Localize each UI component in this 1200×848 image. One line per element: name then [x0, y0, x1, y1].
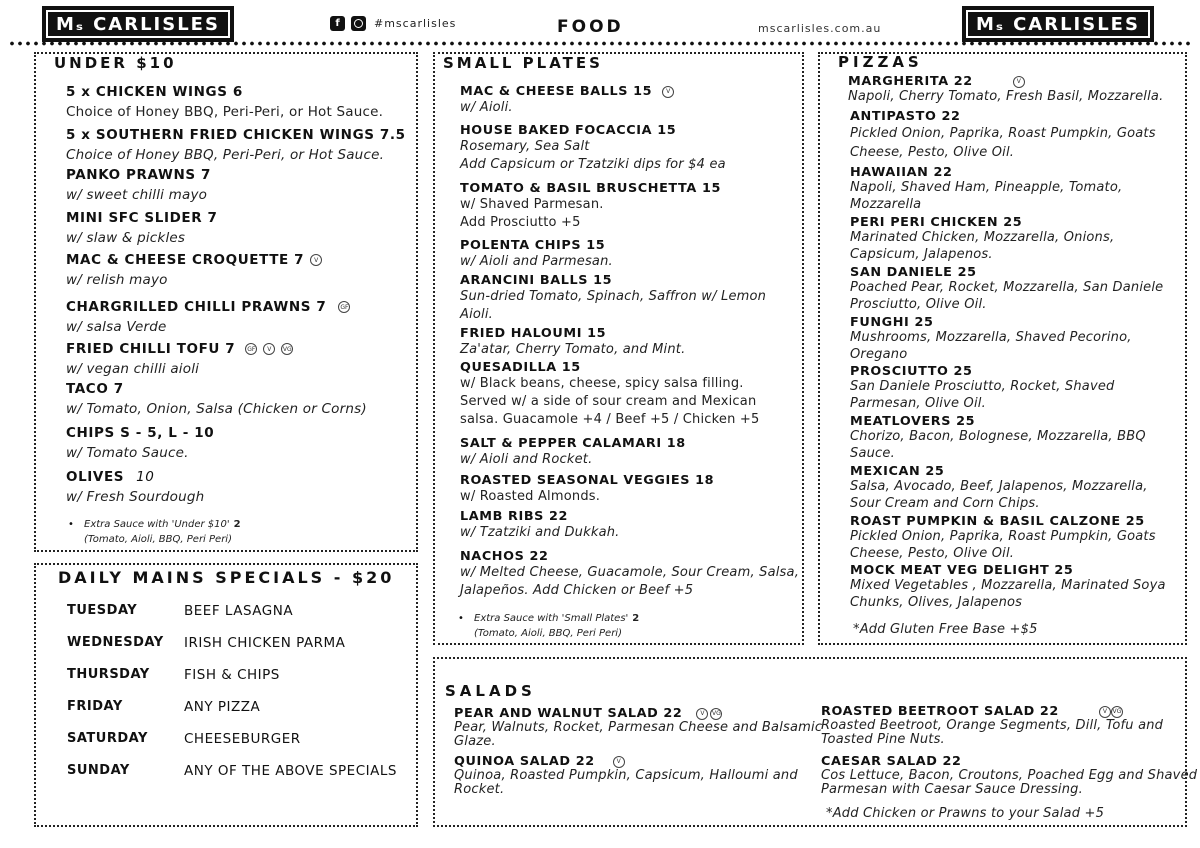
item-desc: Rosemary, Sea Salt: [460, 139, 590, 154]
item-name: PROSCIUTTO 25: [850, 364, 973, 379]
pizzas-section: [818, 52, 1187, 645]
extra-sauce-note: [84, 519, 241, 545]
menu-item: [66, 252, 322, 289]
item-desc: Sour Cream and Corn Chips.: [850, 495, 1040, 511]
item-desc: Parmesan, Olive Oil.: [850, 395, 986, 411]
item-name-text: CHARGRILLED CHILLI PRAWNS 7: [66, 299, 327, 315]
item-desc: Sun-dried Tomato, Spinach, Saffron w/ Lemon: [460, 289, 767, 304]
item-desc: Cos Lettuce, Bacon, Croutons, Poached Egg and Shaved: [821, 768, 1198, 783]
logo-text: Mₛ CARLISLES: [966, 10, 1150, 38]
item-desc: Marinated Chicken, Mozzarella, Onions,: [850, 230, 1115, 245]
item-desc: w/ Tomato, Onion, Salsa (Chicken or Corns): [66, 401, 367, 417]
item-desc: Poached Pear, Rocket, Mozzarella, San Daniele: [850, 280, 1164, 295]
menu-item: [66, 84, 383, 121]
bullet-icon: •: [68, 519, 74, 530]
item-name: [821, 704, 1163, 719]
item-desc: Add Prosciutto +5: [460, 215, 581, 230]
item-desc: Oregano: [850, 346, 908, 362]
logo-text: Mₛ CARLISLES: [46, 10, 230, 38]
menu-item: [66, 381, 367, 418]
extra-sauce-note: [474, 613, 639, 639]
day-dish: ANY PIZZA: [184, 699, 261, 715]
item-name: MINI SFC SLIDER 7: [66, 210, 218, 226]
item-desc: Choice of Honey BBQ, Peri-Peri, or Hot Sauce.: [66, 104, 384, 120]
vegetarian-badge-icon: V: [1013, 76, 1025, 88]
item-desc: w/ Aioli.: [460, 100, 513, 115]
item-desc: Mozzarella: [850, 196, 922, 212]
item-desc: Pickled Onion, Paprika, Roast Pumpkin, Goats: [850, 529, 1156, 544]
item-desc: w/ Shaved Parmesan.: [460, 197, 604, 212]
item-desc: w/ slaw & pickles: [66, 230, 186, 246]
note-sub: (Tomato, Aioli, BBQ, Peri Peri): [474, 628, 622, 639]
item-desc: w/ Aioli and Rocket.: [460, 452, 593, 467]
item-desc: Chunks, Olives, Jalapenos: [850, 594, 1023, 610]
item-name: 5 x SOUTHERN FRIED CHICKEN WINGS 7.5: [66, 127, 406, 143]
menu-item: [66, 127, 406, 164]
day-name: TUESDAY: [67, 603, 138, 618]
salad-addon-note: *Add Chicken or Prawns to your Salad +5: [826, 806, 1105, 821]
item-name: ANTIPASTO 22: [850, 109, 961, 124]
social-links: [330, 16, 456, 31]
item-name-text: OLIVES: [66, 469, 125, 485]
menu-item: [460, 549, 799, 600]
item-name: [848, 74, 1163, 89]
item-desc: Rocket.: [454, 782, 505, 797]
menu-item: [460, 238, 613, 271]
item-name: SAN DANIELE 25: [850, 265, 977, 280]
bullet-icon: •: [458, 613, 464, 624]
note-price: 2: [233, 519, 241, 530]
website-url: mscarlisles.com.au: [758, 22, 882, 35]
section-title: DAILY MAINS SPECIALS - $20: [58, 568, 395, 587]
item-name: PANKO PRAWNS 7: [66, 167, 211, 183]
salads-section: [433, 657, 1198, 827]
menu-item: [460, 123, 726, 174]
menu-item: [460, 509, 620, 542]
item-desc: w/ Tomato Sauce.: [66, 445, 189, 461]
item-name: CHIPS S - 5, L - 10: [66, 425, 215, 441]
item-name: ARANCINI BALLS 15: [460, 273, 613, 288]
menu-item: [850, 109, 1156, 161]
menu-item: [454, 754, 798, 797]
item-desc: Quinoa, Roasted Pumpkin, Capsicum, Halloumi and: [454, 768, 798, 783]
gluten-free-badge-icon: GF: [245, 343, 257, 355]
day-name: WEDNESDAY: [67, 635, 164, 650]
item-desc: Sauce.: [850, 445, 895, 461]
menu-item: [66, 210, 218, 247]
item-name: QUESADILLA 15: [460, 360, 581, 375]
day-name: SATURDAY: [67, 731, 148, 746]
day-dish: CHEESEBURGER: [184, 731, 301, 747]
item-desc: Napoli, Shaved Ham, Pineapple, Tomato,: [850, 180, 1123, 195]
item-name: TACO 7: [66, 381, 124, 397]
vegan-badge-icon: VG: [281, 343, 293, 355]
vegan-badge-icon: VG: [1111, 706, 1123, 718]
menu-item: [66, 299, 350, 336]
item-name: [454, 706, 822, 721]
menu-item: [848, 74, 1163, 106]
item-name: [66, 252, 322, 268]
item-name: FRIED HALOUMI 15: [460, 326, 607, 341]
menu-item: [460, 326, 685, 359]
small-plates-section: [433, 52, 804, 645]
day-dish: ANY OF THE ABOVE SPECIALS: [184, 763, 397, 779]
item-desc: Parmesan with Caesar Sauce Dressing.: [821, 782, 1083, 797]
item-name-text: QUINOA SALAD 22: [454, 754, 595, 769]
day-name: SUNDAY: [67, 763, 130, 778]
item-desc: w/ relish mayo: [66, 272, 168, 288]
menu-item: [454, 706, 822, 749]
day-name: FRIDAY: [67, 699, 123, 714]
social-handle: #mscarlisles: [374, 17, 457, 30]
gluten-free-badge-icon: GF: [338, 301, 350, 313]
item-name-text: FRIED CHILLI TOFU 7: [66, 341, 236, 357]
menu-item: [850, 464, 1148, 512]
item-desc: Roasted Beetroot, Orange Segments, Dill, Tofu and: [821, 718, 1164, 733]
item-name: MEXICAN 25: [850, 464, 945, 479]
item-name: [460, 84, 674, 99]
vegetarian-badge-icon: V: [696, 708, 708, 720]
item-desc: Toasted Pine Nuts.: [821, 732, 945, 747]
item-name-text: MAC & CHEESE BALLS 15: [460, 84, 653, 99]
note-text: Extra Sauce with 'Small Plates': [474, 613, 629, 624]
item-name-text: MARGHERITA 22: [848, 74, 973, 89]
item-desc: w/ Fresh Sourdough: [66, 489, 205, 505]
menu-item: [460, 473, 714, 506]
day-dish: FISH & CHIPS: [184, 667, 280, 683]
item-desc: w/ Aioli and Parmesan.: [460, 254, 613, 269]
item-name: ROASTED SEASONAL VEGGIES 18: [460, 473, 715, 488]
item-name-text: PEAR AND WALNUT SALAD 22: [454, 706, 683, 721]
menu-item: [850, 315, 1132, 363]
section-title: UNDER $10: [54, 54, 177, 72]
menu-item: [850, 563, 1166, 611]
item-desc: Add Capsicum or Tzatziki dips for $4 ea: [460, 157, 726, 172]
item-name-text: ROASTED BEETROOT SALAD 22: [821, 704, 1059, 719]
item-desc: Cheese, Pesto, Olive Oil.: [850, 545, 1015, 561]
item-desc: Za'atar, Cherry Tomato, and Mint.: [460, 342, 686, 357]
item-name: NACHOS 22: [460, 549, 549, 564]
item-desc: Aioli.: [460, 307, 494, 322]
item-name-text: MAC & CHEESE CROQUETTE 7: [66, 252, 305, 268]
item-desc: w/ salsa Verde: [66, 319, 167, 335]
menu-item: [66, 469, 204, 506]
logo-left: [42, 6, 234, 42]
item-name: LAMB RIBS 22: [460, 509, 569, 524]
item-desc: San Daniele Prosciutto, Rocket, Shaved: [850, 379, 1115, 394]
item-desc: w/ Tzatziki and Dukkah.: [460, 525, 620, 540]
section-title: SALADS: [445, 682, 536, 700]
item-desc: Prosciutto, Olive Oil.: [850, 296, 987, 312]
logo-right: [962, 6, 1154, 42]
item-name: [66, 341, 293, 357]
item-name: [66, 299, 350, 315]
item-desc: salsa. Guacamole +4 / Beef +5 / Chicken +5: [460, 412, 760, 427]
item-desc: w/ Black beans, cheese, spicy salsa filling.: [460, 376, 744, 391]
note-price: 2: [632, 613, 640, 624]
menu-item: [850, 364, 1115, 412]
item-desc: Pickled Onion, Paprika, Roast Pumpkin, Goats: [850, 126, 1156, 141]
item-desc: Mixed Vegetables , Mozzarella, Marinated Soya: [850, 578, 1166, 593]
section-title: PIZZAS: [838, 53, 923, 71]
item-name: CAESAR SALAD 22: [821, 754, 962, 769]
under-10-section: [34, 52, 418, 552]
item-desc: w/ Melted Cheese, Guacamole, Sour Cream, Salsa,: [460, 565, 800, 580]
item-name: TOMATO & BASIL BRUSCHETTA 15: [460, 181, 721, 196]
item-name: ROAST PUMPKIN & BASIL CALZONE 25: [850, 514, 1145, 529]
vegetarian-badge-icon: V: [263, 343, 275, 355]
vegetarian-badge-icon: V: [613, 756, 625, 768]
instagram-icon[interactable]: [351, 16, 366, 31]
menu-item: [460, 84, 674, 117]
item-desc: Salsa, Avocado, Beef, Jalapenos, Mozzarella,: [850, 479, 1148, 494]
item-desc: Capsicum, Jalapenos.: [850, 246, 993, 262]
menu-item: [821, 754, 1197, 797]
note-sub: (Tomato, Aioli, BBQ, Peri Peri): [84, 534, 232, 545]
item-price: 10: [136, 469, 155, 485]
menu-item: [460, 181, 721, 232]
item-desc: Cheese, Pesto, Olive Oil.: [850, 144, 1015, 160]
item-name: PERI PERI CHICKEN 25: [850, 215, 1023, 230]
menu-item: [850, 265, 1163, 313]
item-desc: Glaze.: [454, 734, 496, 749]
dotted-divider: [8, 41, 1192, 46]
vegetarian-badge-icon: V: [1099, 706, 1111, 718]
section-title: SMALL PLATES: [443, 54, 603, 72]
menu-item: [850, 215, 1114, 263]
item-desc: Napoli, Cherry Tomato, Fresh Basil, Mozzarella.: [848, 89, 1164, 104]
menu-item: [460, 360, 759, 429]
item-desc: Choice of Honey BBQ, Peri-Peri, or Hot Sauce.: [66, 147, 385, 163]
day-dish: BEEF LASAGNA: [184, 603, 294, 619]
item-desc: Served w/ a side of sour cream and Mexican: [460, 394, 757, 409]
page-title: FOOD: [557, 17, 624, 37]
facebook-icon[interactable]: f: [330, 16, 345, 31]
item-desc: w/ Roasted Almonds.: [460, 489, 601, 504]
vegetarian-badge-icon: V: [310, 254, 322, 266]
menu-item: [850, 514, 1156, 562]
item-name: MOCK MEAT VEG DELIGHT 25: [850, 563, 1074, 578]
item-desc: w/ sweet chilli mayo: [66, 187, 208, 203]
item-name: FUNGHI 25: [850, 315, 934, 330]
menu-item: [821, 704, 1163, 747]
daily-specials-section: [34, 563, 418, 827]
item-desc: w/ vegan chilli aioli: [66, 361, 200, 377]
note-text: Extra Sauce with 'Under $10': [84, 519, 230, 530]
item-name: POLENTA CHIPS 15: [460, 238, 606, 253]
menu-item: [66, 341, 293, 378]
item-name: 5 x CHICKEN WINGS 6: [66, 84, 243, 100]
menu-item: [850, 165, 1122, 213]
menu-item: [460, 436, 686, 469]
menu-item: [850, 414, 1146, 462]
item-name: SALT & PEPPER CALAMARI 18: [460, 436, 686, 451]
item-desc: Mushrooms, Mozzarella, Shaved Pecorino,: [850, 330, 1132, 345]
menu-item: [66, 167, 211, 204]
item-name: MEATLOVERS 25: [850, 414, 976, 429]
item-desc: Chorizo, Bacon, Bolognese, Mozzarella, BBQ: [850, 429, 1146, 444]
item-name: HAWAIIAN 22: [850, 165, 953, 180]
gluten-free-note: *Add Gluten Free Base +$5: [853, 622, 1038, 637]
menu-item: [460, 273, 766, 324]
item-name: [66, 469, 204, 485]
item-name: [454, 754, 798, 769]
item-desc: Pear, Walnuts, Rocket, Parmesan Cheese and Balsamic: [454, 720, 823, 735]
vegetarian-badge-icon: V: [662, 86, 674, 98]
item-name: HOUSE BAKED FOCACCIA 15: [460, 123, 677, 138]
day-name: THURSDAY: [67, 667, 150, 682]
item-desc: Jalapeños. Add Chicken or Beef +5: [460, 583, 694, 598]
menu-item: [66, 425, 214, 462]
vegan-badge-icon: VG: [710, 708, 722, 720]
day-dish: IRISH CHICKEN PARMA: [184, 635, 346, 651]
